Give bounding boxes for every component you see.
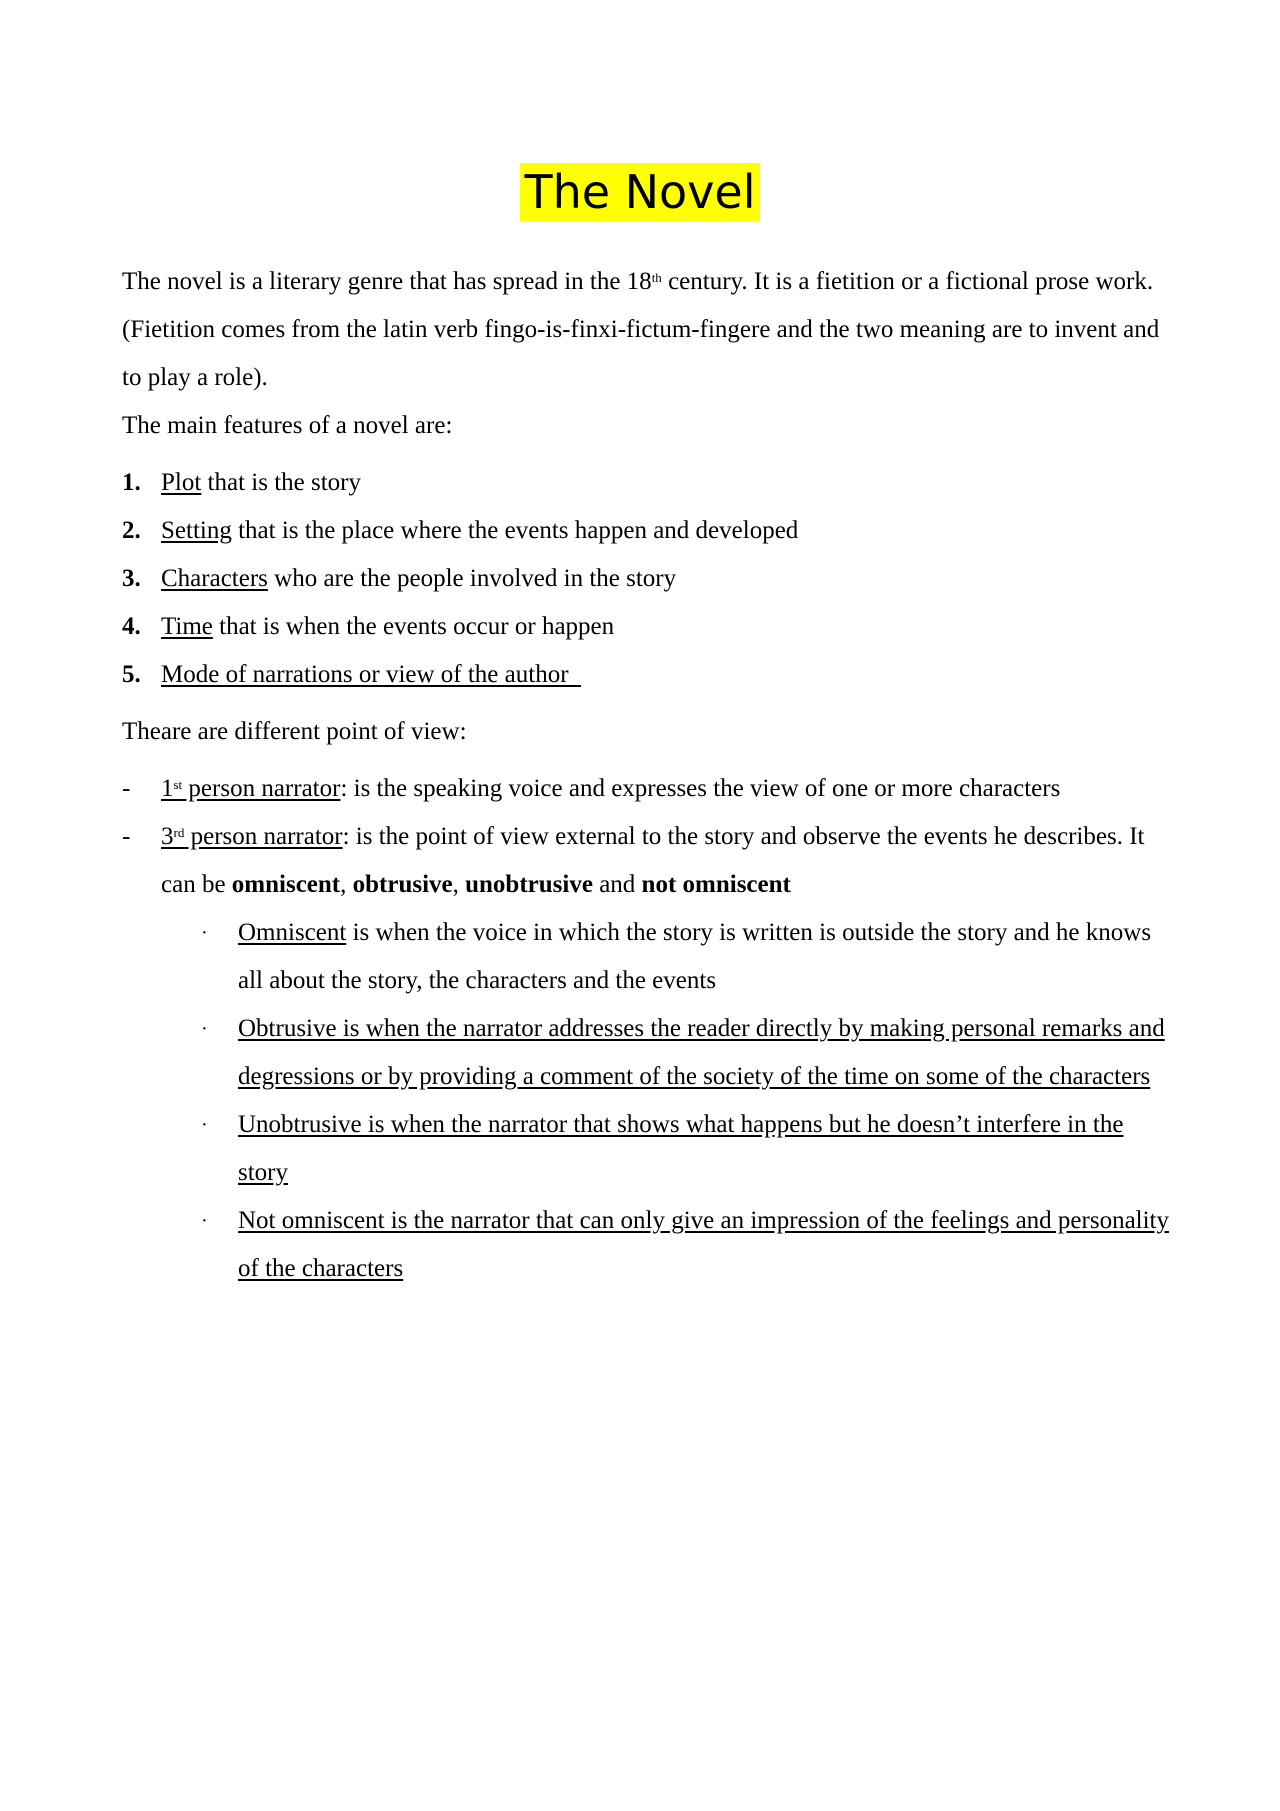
- narrator-term: [161, 775, 340, 802]
- title-row: [0, 163, 1280, 221]
- document-body: [122, 258, 1172, 1293]
- bullet-marker: ·: [201, 1018, 208, 1040]
- feature-description: that is the place where the events happen and developed: [231, 517, 799, 544]
- subtype-term: Obtrusive is when the narrator addresses the reader directly by making personal remarks and degressions or by providing a comment of the society of the time on some of the characters: [238, 1015, 1165, 1090]
- list-number: 4.: [122, 613, 141, 640]
- dash-marker: -: [122, 823, 131, 850]
- narrator-list: [122, 765, 1172, 1293]
- list-item: [201, 1101, 1172, 1197]
- list-item: [122, 813, 1172, 1293]
- ordinal-number: 3: [161, 823, 174, 850]
- intro-text-2: century. It is a fietition or a fictional prose work. (Fietition comes from the latin verb fingo-is-finxi-fictum-fingere and the two meaning are to invent and to play a role).: [122, 268, 1160, 391]
- feature-term: Time: [161, 613, 213, 640]
- list-number: 5.: [122, 661, 141, 688]
- features-heading: The main features of a novel are:: [122, 412, 453, 439]
- list-item: [201, 1197, 1172, 1293]
- feature-term: Characters: [161, 565, 268, 592]
- page-title: The Novel: [520, 163, 759, 221]
- feature-description: that is the story: [201, 469, 362, 496]
- separator: ,: [340, 871, 353, 898]
- bullet-marker: ·: [201, 922, 208, 944]
- narrator-description: : is the point of view external to the story and observe the events he describes. It can be: [161, 823, 1145, 898]
- list-number: 3.: [122, 565, 141, 592]
- ordinal-suffix: rd: [173, 825, 185, 840]
- narrator-description: : is the speaking voice and expresses the view of one or more characters: [340, 775, 1061, 802]
- feature-term: Setting: [161, 517, 232, 544]
- list-item: [201, 909, 1172, 1005]
- separator: ,: [452, 871, 466, 898]
- subtype-description: is when the voice in which the story is written is outside the story and he knows all about the story, the characters and the events: [238, 919, 1152, 994]
- narrator-term: [161, 823, 343, 850]
- ordinal-number: 1: [161, 775, 174, 802]
- type-unobtrusive: unobtrusive: [465, 871, 593, 898]
- list-item: [122, 651, 1172, 699]
- list-item: [122, 603, 1172, 651]
- intro-superscript: th: [651, 270, 662, 285]
- dash-marker: -: [122, 775, 131, 802]
- narrator-types-list: [161, 909, 1172, 1293]
- separator: and: [592, 871, 642, 898]
- list-item: [122, 507, 1172, 555]
- subtype-term: Omniscent: [238, 919, 347, 946]
- narrator-term-text: person narrator: [182, 775, 341, 802]
- bullet-marker: ·: [201, 1210, 208, 1232]
- narrator-term-text: person narrator: [184, 823, 343, 850]
- subtype-term: Not omniscent is the narrator that can only give an impression of the feelings and personality of the characters: [238, 1207, 1170, 1282]
- features-list: [122, 459, 1172, 699]
- type-obtrusive: obtrusive: [352, 871, 453, 898]
- feature-term: Plot: [161, 469, 202, 496]
- ordinal-suffix: st: [173, 777, 183, 792]
- list-item: [122, 555, 1172, 603]
- list-number: 2.: [122, 517, 141, 544]
- feature-term: Mode of narrations or view of the author: [161, 661, 582, 688]
- feature-description: who are the people involved in the story: [267, 565, 677, 592]
- bullet-marker: ·: [201, 1114, 208, 1136]
- list-item: [201, 1005, 1172, 1101]
- intro-text-1: The novel is a literary genre that has spread in the 18: [122, 268, 652, 295]
- subtype-term: Unobtrusive is when the narrator that shows what happens but he doesn’t interfere in the story: [238, 1111, 1124, 1186]
- feature-description: that is when the events occur or happen: [212, 613, 615, 640]
- pov-heading: Theare are different point of view:: [122, 718, 467, 745]
- list-item: [122, 459, 1172, 507]
- intro-paragraph: [122, 258, 1172, 402]
- list-number: 1.: [122, 469, 141, 496]
- list-item: [122, 765, 1172, 813]
- type-omniscent: omniscent: [231, 871, 341, 898]
- type-not-omniscent: not omniscent: [641, 871, 791, 898]
